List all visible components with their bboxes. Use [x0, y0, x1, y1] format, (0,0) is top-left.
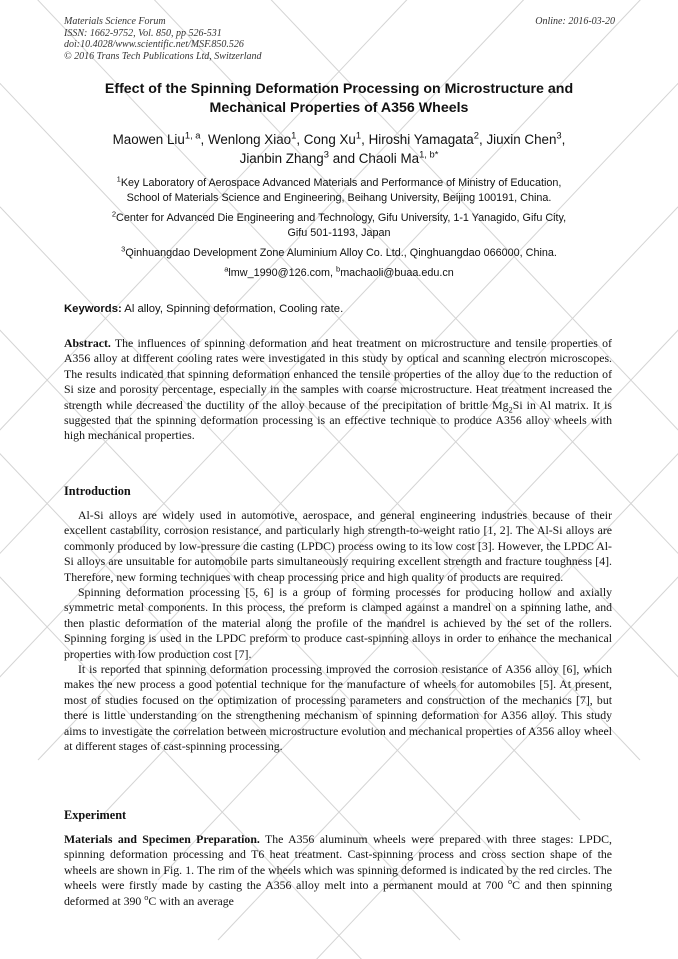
title-line-1: Effect of the Spinning Deformation Processing on Microstructure and — [104, 81, 574, 97]
author-list — [55, 130, 623, 168]
author-affil-mark: 3 — [556, 130, 562, 141]
author-line-2: Jianbin Zhang$^3$ and Chaoli $Ma^{1, b*}$ — [239, 149, 439, 166]
paragraph: Al-Si alloys are widely used in automotive, aerospace, and general engineering industries because of their excellent castability, corrosion resistance, and particularly high strength-to-weight ratio [1, 2]. The Al-Si alloys are commonly produced by low-pressure die casting (LPDC) process owing to its low cost [3]. However, the LPDC Al-Si alloys are unsuitable for automobile parts simultaneously requiring excellent strength and fracture toughness [4]. Therefore, new forming techniques with cheap processing price and high quality of products are required. — [64, 508, 612, 584]
author-name: Jiuxin Chen — [486, 132, 557, 147]
section-heading-introduction: Introduction — [64, 484, 131, 498]
affiliation-3: $^3$Qinhuangdao Development Zone Aluminium Alloy Co. Ltd., Qinghuangdao 066000, China. — [121, 244, 557, 259]
paragraph: Spinning deformation processing [5, 6] is a group of forming processes for producing hollow and axially symmetric metal components. In this process, the preform is clamped against a mandrel on a spinning lathe, and then plastic deformation of the material along the profile of the mandrel is achieved by the set of the rollers. Spinning forging is used in the LPDC preform to produce cast-spinning alloys in order to enhance the mechanical properties with low production cost [7]. — [64, 585, 612, 661]
author-name: Wenlong Xiao — [207, 132, 292, 147]
journal-name: Materials Science Forum — [64, 16, 166, 27]
introduction-body — [64, 508, 612, 755]
author-name: Hiroshi Yamagata — [368, 132, 474, 147]
affiliation-1: $^1$Key Laboratory of Aerospace Advanced Materials and Performance of Ministry of Education, School of Materials Science and Engineering, Beihang University, Beijing 100191, China. — [116, 174, 562, 204]
keywords-text: Al alloy, Spinning deformation, Cooling rate. — [124, 303, 344, 315]
online-date: Online: 2016-03-20 — [535, 16, 615, 27]
subsection-label: Materials and Specimen Preparation. — [64, 832, 260, 846]
keywords — [64, 303, 624, 315]
paper-title — [60, 80, 618, 118]
abstract: Abstract. The influences of spinning deformation and heat treatment on microstructure and tensile properties of A356 alloy at different cooling rates were investigated in this study by optical and scanning electron microscopes. The results indicated that spinning deformation enhanced the tensile properties of the alloy due to the reduction of Si size and porosity percentage, especially in the samples with coarse microstructure. Heat treatment increased the strength while decreased the ductility of the alloy because of the precipitation of brittle $Mg_2Si$ in Al matrix. It is suggested that the spinning deformation processing is an effective technique to produce A356 alloy wheels with high mechanical properties. — [64, 336, 612, 443]
journal-header — [64, 16, 262, 62]
author-affil-mark: 1 — [291, 130, 297, 141]
experiment-body: Materials and Specimen Preparation. The A356 aluminum wheels were prepared with three stages: LPDC, spinning deformation processing and T6 heat treatment. Cast-spinning process and cross section shape of the wheels are shown in Fig. 1. The rim of the wheels which was spinning deformed is indicated by the red circles. The wheels were firstly made by casting the A356 alloy melt into a permanent mould at 700 $^o$C and then spinning deformed at 390 $^o$C with an average — [64, 832, 612, 908]
author-affil-mark: 3 — [323, 149, 329, 160]
affiliation-2: $^2$Center for Advanced Die Engineering and Technology, Gifu University, 1-1 Yanagido, Gifu City, Gifu 501-1193, Japan — [111, 209, 567, 239]
author-name: Cong Xu — [303, 132, 356, 147]
journal-doi: doi:10.4028/www.scientific.net/MSF.850.526 — [64, 39, 244, 50]
author-affil-mark: 1 — [355, 130, 362, 141]
author-affil-mark: 2 — [473, 130, 479, 141]
author-name: Maowen Liu — [112, 132, 185, 147]
title-line-2: Mechanical Properties of A356 Wheels — [209, 100, 469, 116]
author-affil-mark: 1, a — [184, 130, 201, 141]
abstract-label: Abstract. — [64, 336, 111, 350]
journal-copyright: © 2016 Trans Tech Publications Ltd, Switzerland — [64, 50, 262, 62]
email-a: lmw_1990@126.com — [228, 267, 330, 279]
author-name: Jianbin Zhang — [239, 151, 324, 166]
section-heading-experiment: Experiment — [64, 808, 127, 822]
email-b: machaoli@buaa.edu.cn — [340, 267, 454, 279]
journal-issn: ISSN: 1662-9752, Vol. 850, pp 526-531 — [64, 27, 222, 39]
keywords-label: Keywords: — [64, 303, 122, 315]
author-name: Chaoli Ma — [358, 151, 420, 166]
author-emails: $^a$lmw_1990@126.com, $^b$machaoli@buaa.edu.cn — [224, 264, 454, 279]
author-affil-mark: 1, b* — [419, 149, 439, 160]
author-line-1: Maowen Liu$^{1, a}$, Wenlong Xiao$^1$, Cong Xu$^1$, Hiroshi Yamagata$^2$, Jiuxin Chen$^3$, — [112, 130, 566, 147]
paragraph: It is reported that spinning deformation processing improved the corrosion resistance of A356 alloy [6], which makes the new process a good potential technique for the manufacture of wheels for automobiles [5]. At present, most of studies focused on the optimization of processing parameters and construction of the mechanics [7], but there is little understanding on the strengthening mechanism of spinning deformation for A356 alloy. This study aims to investigate the correlation between microstructure evolution and mechanical properties of A356 alloy wheel at different stages of cast-spinning processing. — [64, 662, 612, 754]
